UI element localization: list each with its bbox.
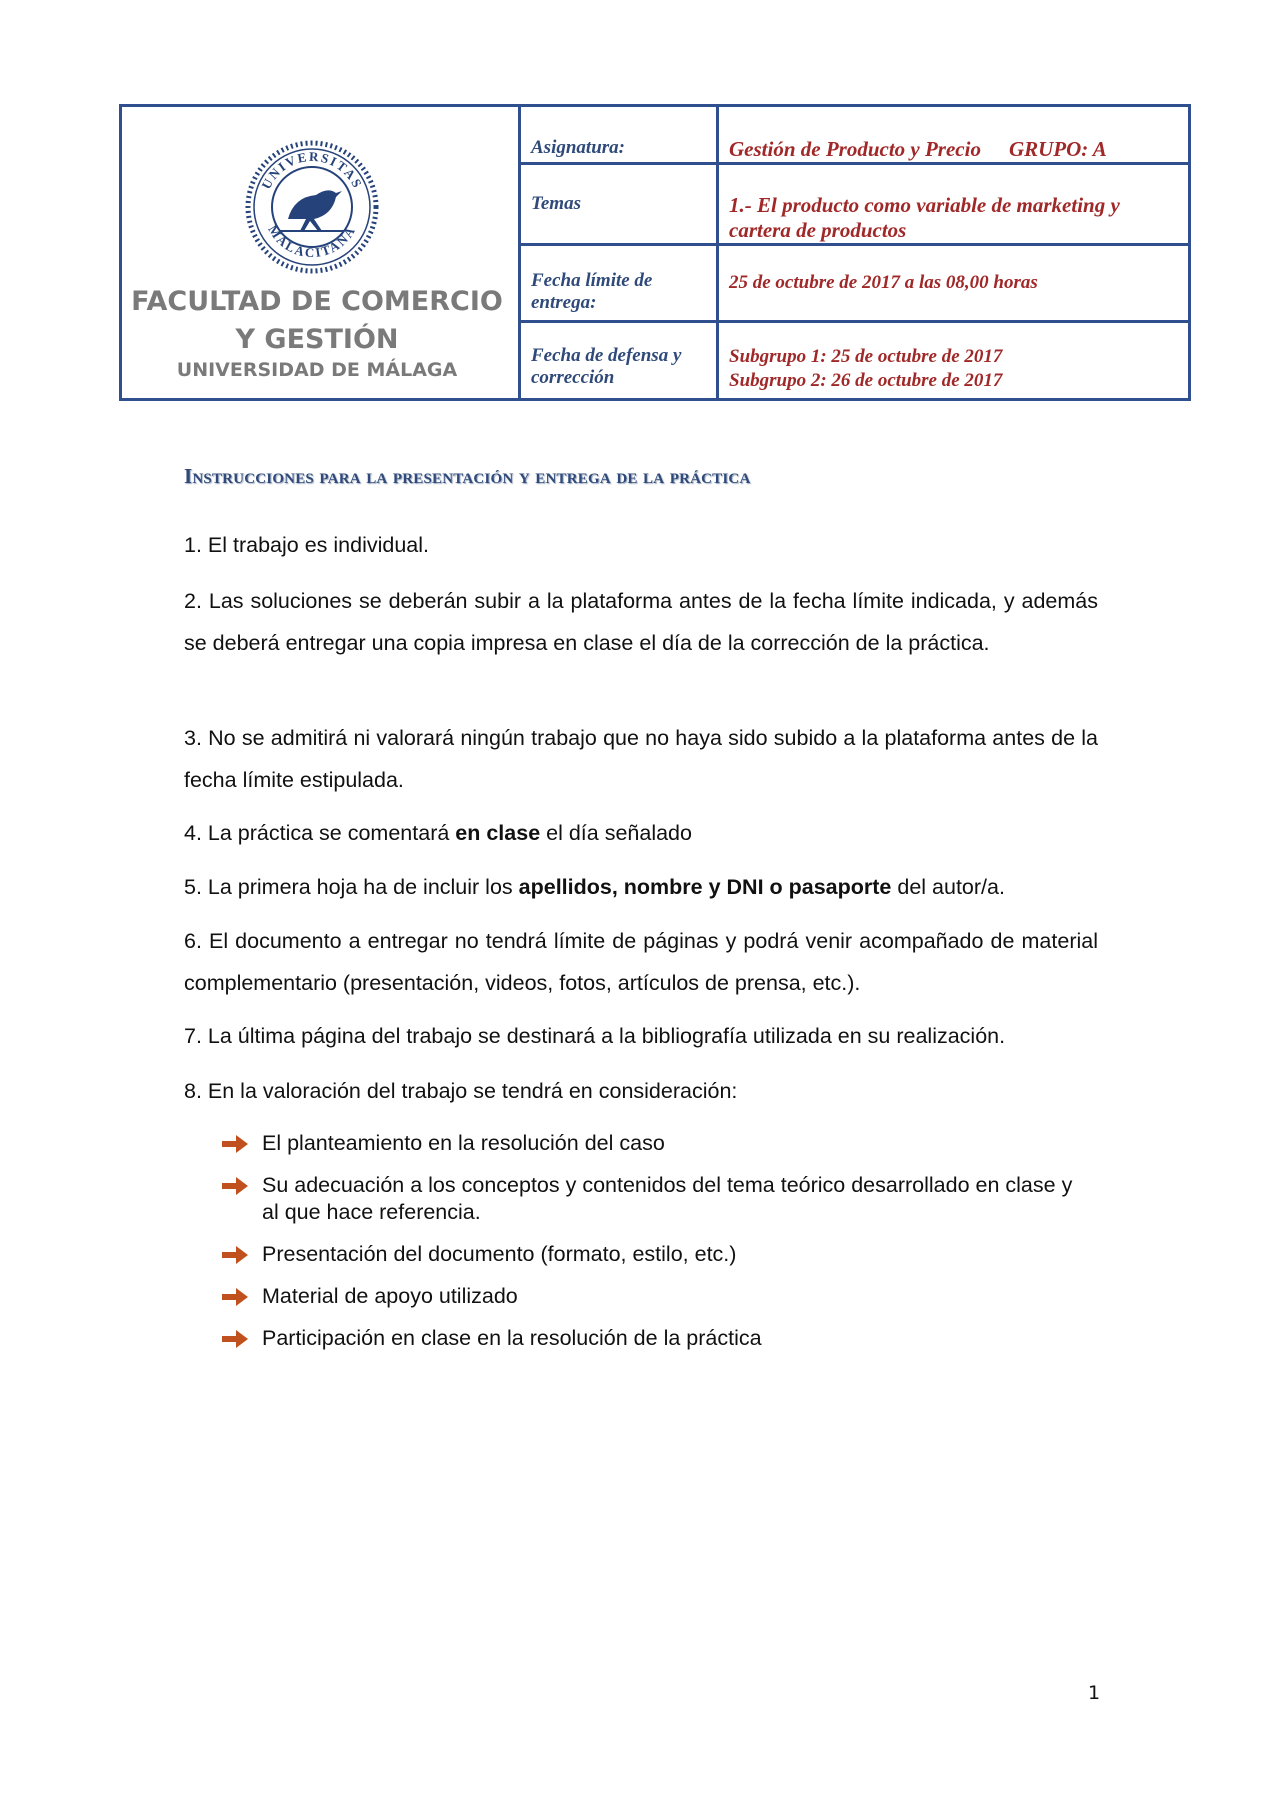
criteria-item bbox=[222, 1130, 1092, 1157]
arrow-right-icon bbox=[222, 1130, 262, 1157]
arrow-right-icon bbox=[222, 1283, 262, 1310]
arrow-right-icon bbox=[222, 1325, 262, 1352]
asignatura-value bbox=[718, 106, 1190, 164]
criteria-item bbox=[222, 1283, 1092, 1310]
page-number: 1 bbox=[1088, 1682, 1101, 1704]
instruction-5-text: 5. La primera hoja ha de incluir los bbox=[184, 875, 519, 899]
criteria-item bbox=[222, 1241, 1092, 1268]
instruction-2: 2. Las soluciones se deberán subir a la plataforma antes de la fecha límite indicada, y además se deberá entregar una copia impresa en clase el día de la corrección de la práctica. bbox=[184, 589, 1098, 655]
instruction-1: 1. El trabajo es individual. bbox=[184, 533, 430, 557]
instruction-6: 6. El documento a entregar no tendrá límite de páginas y podrá venir acompañado de material complementario (presentación, videos, fotos, artículos de prensa, etc.). bbox=[184, 929, 1098, 995]
asignatura-label: Asignatura: bbox=[520, 106, 718, 164]
instruction-4-text: 4. La práctica se comentará bbox=[184, 821, 456, 845]
seal-text-top: UNIVERSITAS bbox=[258, 148, 366, 192]
faculty-line1: FACULTAD DE COMERCIO bbox=[131, 286, 503, 317]
criteria-text: Presentación del documento (formato, estilo, etc.) bbox=[262, 1242, 737, 1266]
faculty-line2: Y GESTIÓN bbox=[235, 324, 399, 355]
fecha-limite-label: Fecha límite de entrega: bbox=[520, 245, 718, 321]
arrow-right-icon bbox=[222, 1172, 262, 1226]
instruction-5-bold: apellidos, nombre y DNI o pasaporte bbox=[518, 875, 892, 899]
criteria-text: El planteamiento en la resolución del caso bbox=[262, 1131, 665, 1155]
university-seal-icon bbox=[244, 139, 380, 275]
faculty-name bbox=[122, 283, 512, 359]
instruction-7: 7. La última página del trabajo se destinará a la bibliografía utilizada en su realización. bbox=[184, 1024, 1006, 1048]
arrow-right-icon bbox=[222, 1241, 262, 1268]
university-name: UNIVERSIDAD DE MÁLAGA bbox=[176, 359, 458, 381]
header-table bbox=[119, 104, 1191, 401]
criteria-text: Su adecuación a los conceptos y contenidos del tema teórico desarrollado en clase y al que hace referencia. bbox=[262, 1173, 1073, 1224]
instruction-5 bbox=[184, 866, 1098, 908]
criteria-item bbox=[222, 1172, 1092, 1226]
criteria-text: Participación en clase en la resolución de la práctica bbox=[262, 1326, 762, 1350]
seal-text-bottom: MALACITANA bbox=[265, 222, 359, 261]
fecha-limite-value: 25 de octubre de 2017 a las 08,00 horas bbox=[718, 245, 1190, 321]
subgrupo-2: Subgrupo 2: 26 de octubre de 2017 bbox=[729, 369, 1003, 391]
criteria-text: Material de apoyo utilizado bbox=[262, 1284, 518, 1308]
instruction-4 bbox=[184, 812, 1098, 854]
section-heading: Instrucciones para la presentación y entrega de la práctica bbox=[184, 464, 751, 488]
instruction-8: 8. En la valoración del trabajo se tendrá en consideración: bbox=[184, 1079, 738, 1103]
temas-value: 1.- El producto como variable de marketing y cartera de productos bbox=[718, 164, 1190, 245]
criteria-item bbox=[222, 1325, 1092, 1352]
instruction-4-text-end: el día señalado bbox=[540, 821, 692, 845]
temas-label: Temas bbox=[520, 164, 718, 245]
fecha-defensa-value bbox=[718, 321, 1190, 399]
fecha-defensa-label: Fecha de defensa y corrección bbox=[520, 321, 718, 399]
instruction-4-bold: en clase bbox=[455, 821, 541, 845]
logo-cell bbox=[121, 106, 520, 400]
group-label: GRUPO: A bbox=[1008, 137, 1107, 161]
subgrupo-1: Subgrupo 1: 25 de octubre de 2017 bbox=[729, 345, 1003, 367]
instruction-3: 3. No se admitirá ni valorará ningún trabajo que no haya sido subido a la plataforma antes de la fecha límite estipulada. bbox=[184, 726, 1098, 792]
subject-name: Gestión de Producto y Precio bbox=[729, 137, 981, 161]
instruction-5-text-end: del autor/a. bbox=[891, 875, 1005, 899]
